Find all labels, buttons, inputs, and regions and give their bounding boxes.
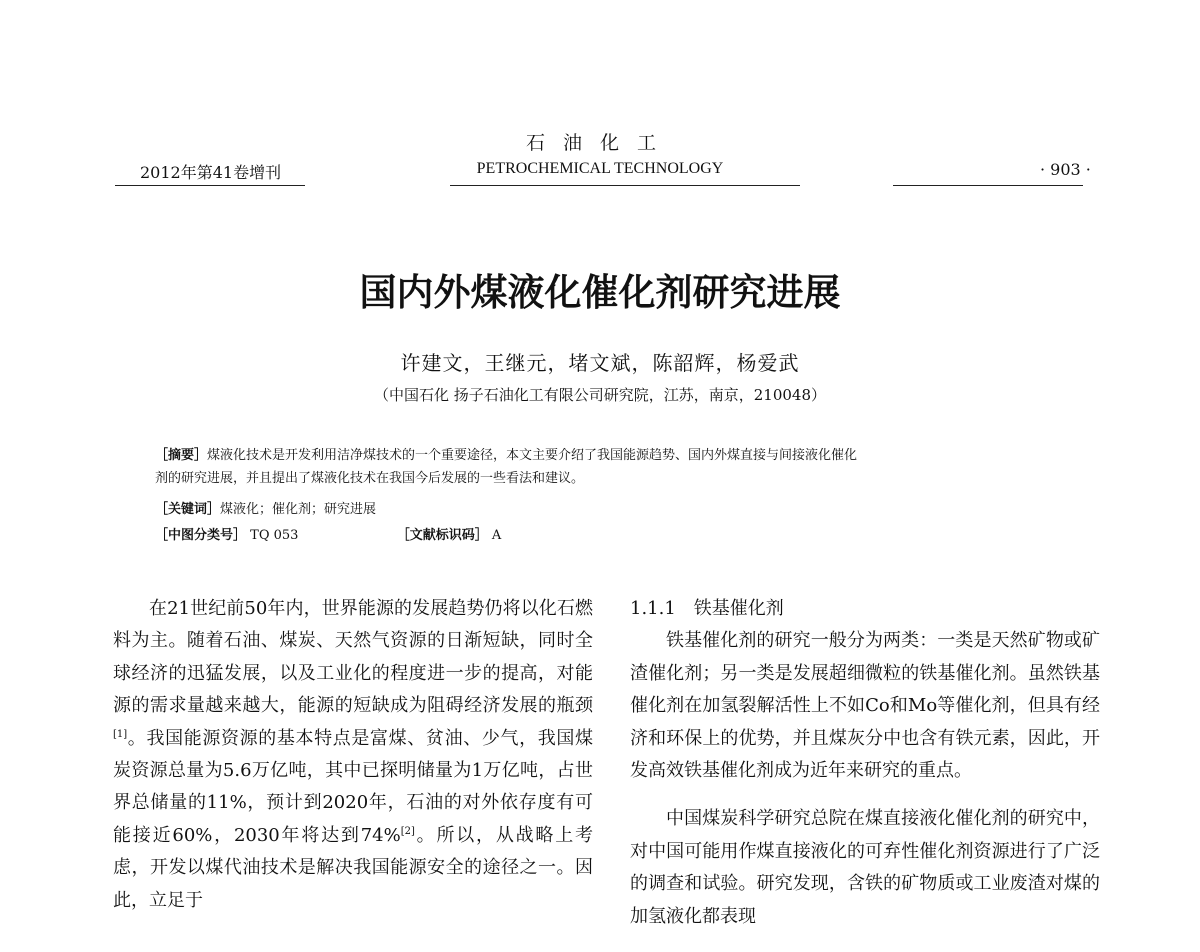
- keywords-text: 煤液化；催化剂；研究进展: [220, 502, 377, 517]
- clc-label: ［中图分类号］: [155, 528, 247, 543]
- abstract: [155, 444, 1065, 490]
- iron-catalyst-paragraph: 铁基催化剂的研究一般分为两类：一类是天然矿物或矿渣催化剂；另一类是发展超细微粒的铁基催化剂。虽然铁基催化剂在加氢裂解活性上不如Co和Mo等催化剂，但具有经济和环保上的优势，并且煤灰分中也含有铁元素，因此，开发高效铁基催化剂成为近年来研究的重点。: [630, 630, 1100, 782]
- header-rule-right: [893, 185, 1083, 186]
- doc-code-label: ［文献标识码］: [396, 528, 488, 543]
- page-number: · 903 ·: [1040, 160, 1091, 179]
- citation-1: [1]: [113, 728, 128, 740]
- journal-title-cn: 石油化工: [525, 132, 674, 154]
- intro-text-c: 。所以，从战略上考虑，开发以煤代油技术是解决我国能源安全的途径之一。因此，立足于: [113, 824, 593, 911]
- issue-label: 2012年第41卷增刊: [140, 163, 282, 182]
- research-paragraph: 中国煤炭科学研究总院在煤直接液化催化剂的研究中，对中国可能用作煤直接液化的可弃性催化剂资源进行了广泛的调查和试验。研究发现，含铁的矿物质或工业废渣对煤的加氢液化都表现: [630, 808, 1100, 927]
- abstract-line-2: 剂的研究进展，并且提出了煤液化技术在我国今后发展的一些看法和建议。: [155, 471, 585, 486]
- header-rule-center: [450, 185, 800, 186]
- citation-2: [2]: [400, 825, 415, 837]
- affiliation: （中国石化 扬子石油化工有限公司研究院，江苏，南京，210048）: [373, 386, 827, 404]
- header-rule-left: [115, 185, 305, 186]
- classification-row: [155, 524, 955, 547]
- body-right-column: [630, 593, 1100, 933]
- abstract-label: ［摘要］: [155, 448, 208, 463]
- intro-paragraph: [113, 593, 593, 917]
- abstract-text-1: 煤液化技术是开发利用洁净煤技术的一个重要途径，本文主要介绍了我国能源趋势、国内外煤直接与间接液化催化: [207, 448, 858, 463]
- article-title: 国内外煤液化催化剂研究进展: [359, 271, 841, 314]
- body-left-column: [113, 593, 593, 917]
- keywords: [155, 498, 955, 521]
- section-heading: 1.1.1 铁基催化剂: [630, 598, 784, 619]
- intro-text-a: 在21世纪前50年内，世界能源的发展趋势仍将以化石燃料为主。随着石油、煤炭、天然气资源的日渐短缺，同时全球经济的迅猛发展，以及工业化的程度进一步的提高，对能源的需求量越来越大，能源的短缺成为阻碍经济发展的瓶颈: [113, 598, 593, 717]
- abstract-line-1: [155, 444, 1065, 467]
- author-list: 许建文，王继元，堵文斌，陈韶辉，杨爱武: [400, 351, 800, 375]
- intro-text-b: 。我国能源资源的基本特点是富煤、贫油、少气，我国煤炭资源总量为5.6万亿吨，其中已探明储量为1万亿吨，占世界总储量的11%，预计到2020年，石油的对外依存度有可能接近60%，2030年将达到74%: [113, 727, 593, 846]
- journal-title-en: PETROCHEMICAL TECHNOLOGY: [476, 160, 724, 177]
- doc-code-value: A: [491, 528, 502, 543]
- clc-value: TQ 053: [250, 528, 299, 543]
- keywords-label: ［关键词］: [155, 502, 221, 517]
